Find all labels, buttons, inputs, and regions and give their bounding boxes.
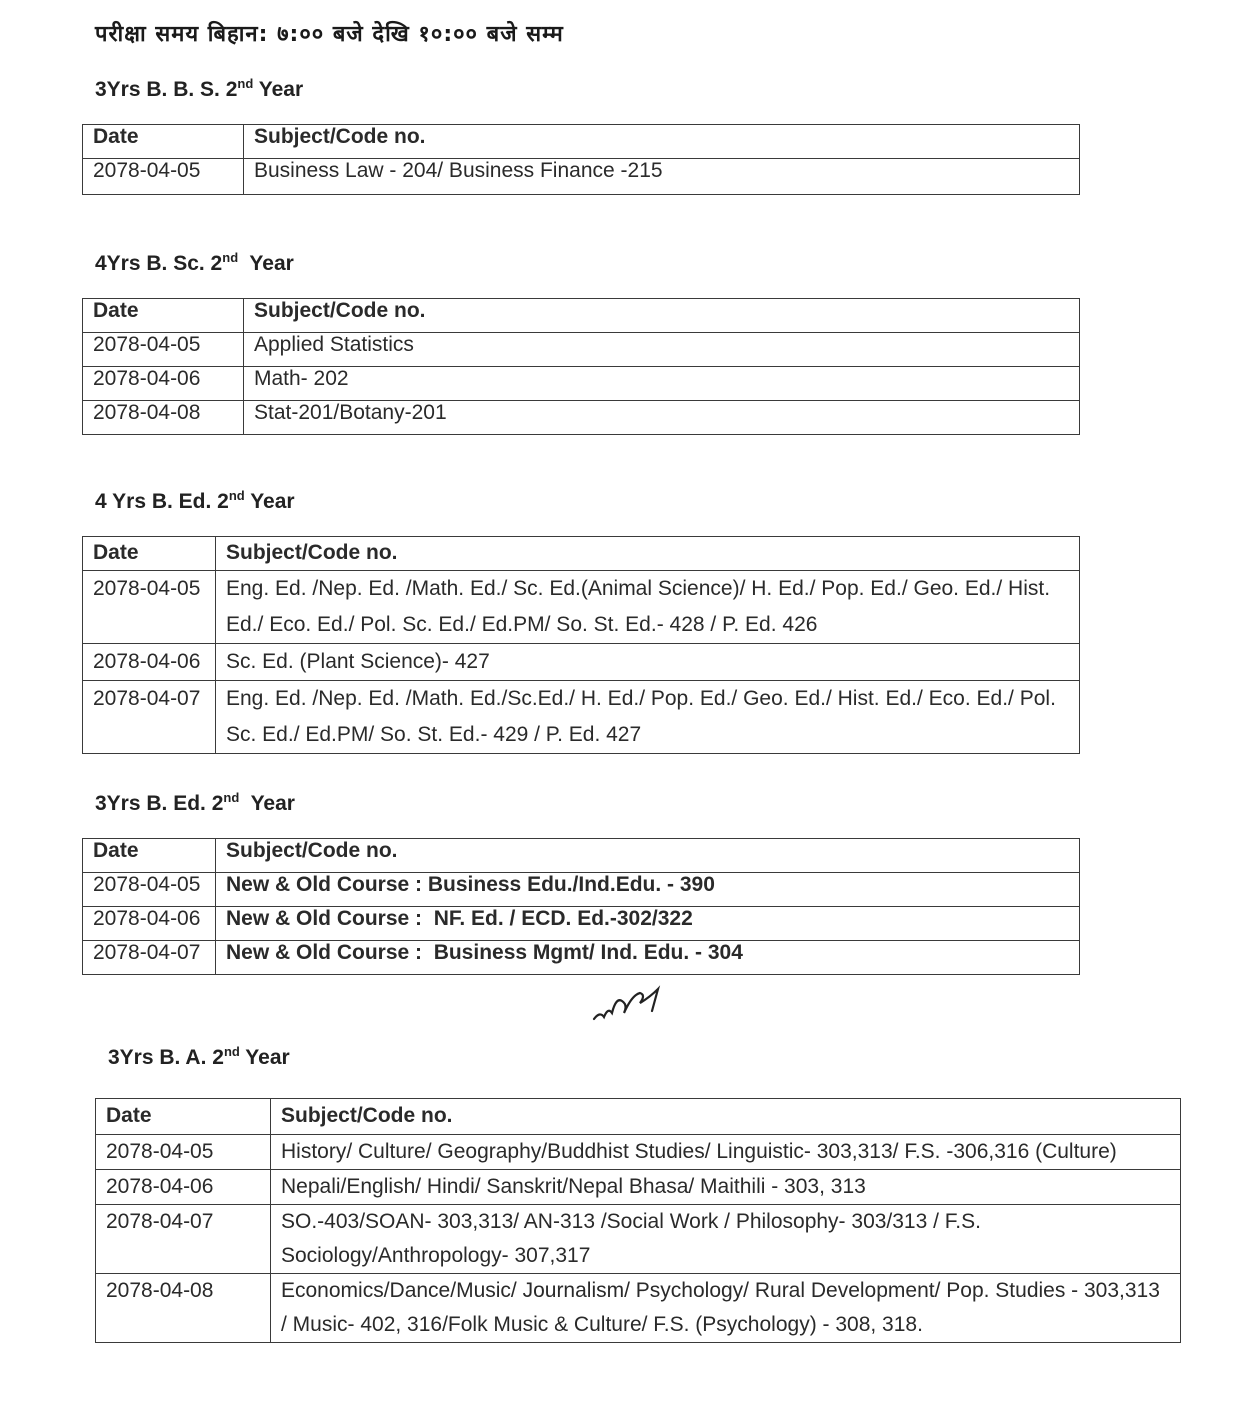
table-row bbox=[83, 571, 1080, 644]
table-row bbox=[96, 1170, 1181, 1205]
table-row bbox=[83, 941, 1080, 975]
exam-subject: Sc. Ed. (Plant Science)- 427 bbox=[216, 644, 1080, 681]
timetable-bed-3yrs bbox=[82, 838, 1080, 975]
table-row bbox=[96, 1135, 1181, 1170]
table-header-row bbox=[96, 1099, 1181, 1135]
date-column-header: Date bbox=[83, 299, 244, 333]
exam-subject: New & Old Course : Business Mgmt/ Ind. Edu. - 304 bbox=[216, 941, 1080, 975]
exam-date: 2078-04-07 bbox=[83, 681, 216, 754]
exam-subject: Applied Statistics bbox=[244, 333, 1080, 367]
section-title-bed-4yrs: 4 Yrs B. Ed. 2nd Year bbox=[95, 488, 295, 513]
exam-subject: Economics/Dance/Music/ Journalism/ Psychology/ Rural Development/ Pop. Studies - 303,313 / Music- 402, 316/Folk Music & Culture/ F.S. (Psychology) - 308, 318. bbox=[271, 1274, 1181, 1343]
section-title-bbs: 3Yrs B. B. S. 2nd Year bbox=[95, 76, 304, 101]
exam-date: 2078-04-05 bbox=[96, 1135, 271, 1170]
subject-column-header: Subject/Code no. bbox=[271, 1099, 1181, 1135]
exam-subject: Nepali/English/ Hindi/ Sanskrit/Nepal Bhasa/ Maithili - 303, 313 bbox=[271, 1170, 1181, 1205]
exam-subject: Stat-201/Botany-201 bbox=[244, 401, 1080, 435]
exam-date: 2078-04-08 bbox=[96, 1274, 271, 1343]
table-row bbox=[83, 367, 1080, 401]
exam-subject: SO.-403/SOAN- 303,313/ AN-313 /Social Work / Philosophy- 303/313 / F.S. Sociology/Anthropology- 307,317 bbox=[271, 1205, 1181, 1274]
date-column-header: Date bbox=[83, 125, 244, 159]
exam-date: 2078-04-05 bbox=[83, 159, 244, 195]
exam-subject: Math- 202 bbox=[244, 367, 1080, 401]
exam-date: 2078-04-06 bbox=[96, 1170, 271, 1205]
table-row bbox=[96, 1205, 1181, 1274]
table-header-row bbox=[83, 299, 1080, 333]
exam-date: 2078-04-05 bbox=[83, 571, 216, 644]
date-column-header: Date bbox=[83, 537, 216, 571]
exam-date: 2078-04-07 bbox=[83, 941, 216, 975]
exam-subject: New & Old Course : Business Edu./Ind.Edu. - 390 bbox=[216, 873, 1080, 907]
table-row bbox=[83, 873, 1080, 907]
table-header-row bbox=[83, 839, 1080, 873]
exam-subject: Business Law - 204/ Business Finance -215 bbox=[244, 159, 1080, 195]
exam-date: 2078-04-06 bbox=[83, 907, 216, 941]
exam-date: 2078-04-06 bbox=[83, 367, 244, 401]
exam-date: 2078-04-06 bbox=[83, 644, 216, 681]
exam-subject: Eng. Ed. /Nep. Ed. /Math. Ed./ Sc. Ed.(Animal Science)/ H. Ed./ Pop. Ed./ Geo. Ed./ Hist. Ed./ Eco. Ed./ Pol. Sc. Ed./ Ed.PM/ So. St. Ed.- 428 / P. Ed. 426 bbox=[216, 571, 1080, 644]
exam-date: 2078-04-08 bbox=[83, 401, 244, 435]
date-column-header: Date bbox=[83, 839, 216, 873]
timetable-bed-4yrs bbox=[82, 536, 1080, 754]
exam-subject: History/ Culture/ Geography/Buddhist Studies/ Linguistic- 303,313/ F.S. -306,316 (Culture) bbox=[271, 1135, 1181, 1170]
table-header-row bbox=[83, 537, 1080, 571]
exam-date: 2078-04-07 bbox=[96, 1205, 271, 1274]
table-header-row bbox=[83, 125, 1080, 159]
section-title-bed-3yrs: 3Yrs B. Ed. 2nd Year bbox=[95, 790, 295, 815]
section-title-ba: 3Yrs B. A. 2nd Year bbox=[108, 1044, 290, 1069]
table-row bbox=[83, 333, 1080, 367]
section-title-bsc: 4Yrs B. Sc. 2nd Year bbox=[95, 250, 294, 275]
timetable-bbs bbox=[82, 124, 1080, 195]
timetable-ba bbox=[95, 1098, 1181, 1343]
table-row bbox=[83, 644, 1080, 681]
table-row bbox=[83, 401, 1080, 435]
subject-column-header: Subject/Code no. bbox=[216, 537, 1080, 571]
table-row bbox=[83, 159, 1080, 195]
exam-time-header: परीक्षा समय बिहान: ७:०० बजे देखि १०:०० बजे सम्म bbox=[95, 22, 564, 47]
subject-column-header: Subject/Code no. bbox=[244, 299, 1080, 333]
date-column-header: Date bbox=[96, 1099, 271, 1135]
table-row bbox=[96, 1274, 1181, 1343]
subject-column-header: Subject/Code no. bbox=[244, 125, 1080, 159]
exam-date: 2078-04-05 bbox=[83, 873, 216, 907]
exam-subject: New & Old Course : NF. Ed. / ECD. Ed.-302/322 bbox=[216, 907, 1080, 941]
exam-subject: Eng. Ed. /Nep. Ed. /Math. Ed./Sc.Ed./ H. Ed./ Pop. Ed./ Geo. Ed./ Hist. Ed./ Eco. Ed./ Pol. Sc. Ed./ Ed.PM/ So. St. Ed.- 429 / P. Ed. 427 bbox=[216, 681, 1080, 754]
table-row bbox=[83, 681, 1080, 754]
table-row bbox=[83, 907, 1080, 941]
subject-column-header: Subject/Code no. bbox=[216, 839, 1080, 873]
timetable-bsc bbox=[82, 298, 1080, 435]
signature-mark bbox=[590, 985, 680, 1025]
exam-date: 2078-04-05 bbox=[83, 333, 244, 367]
